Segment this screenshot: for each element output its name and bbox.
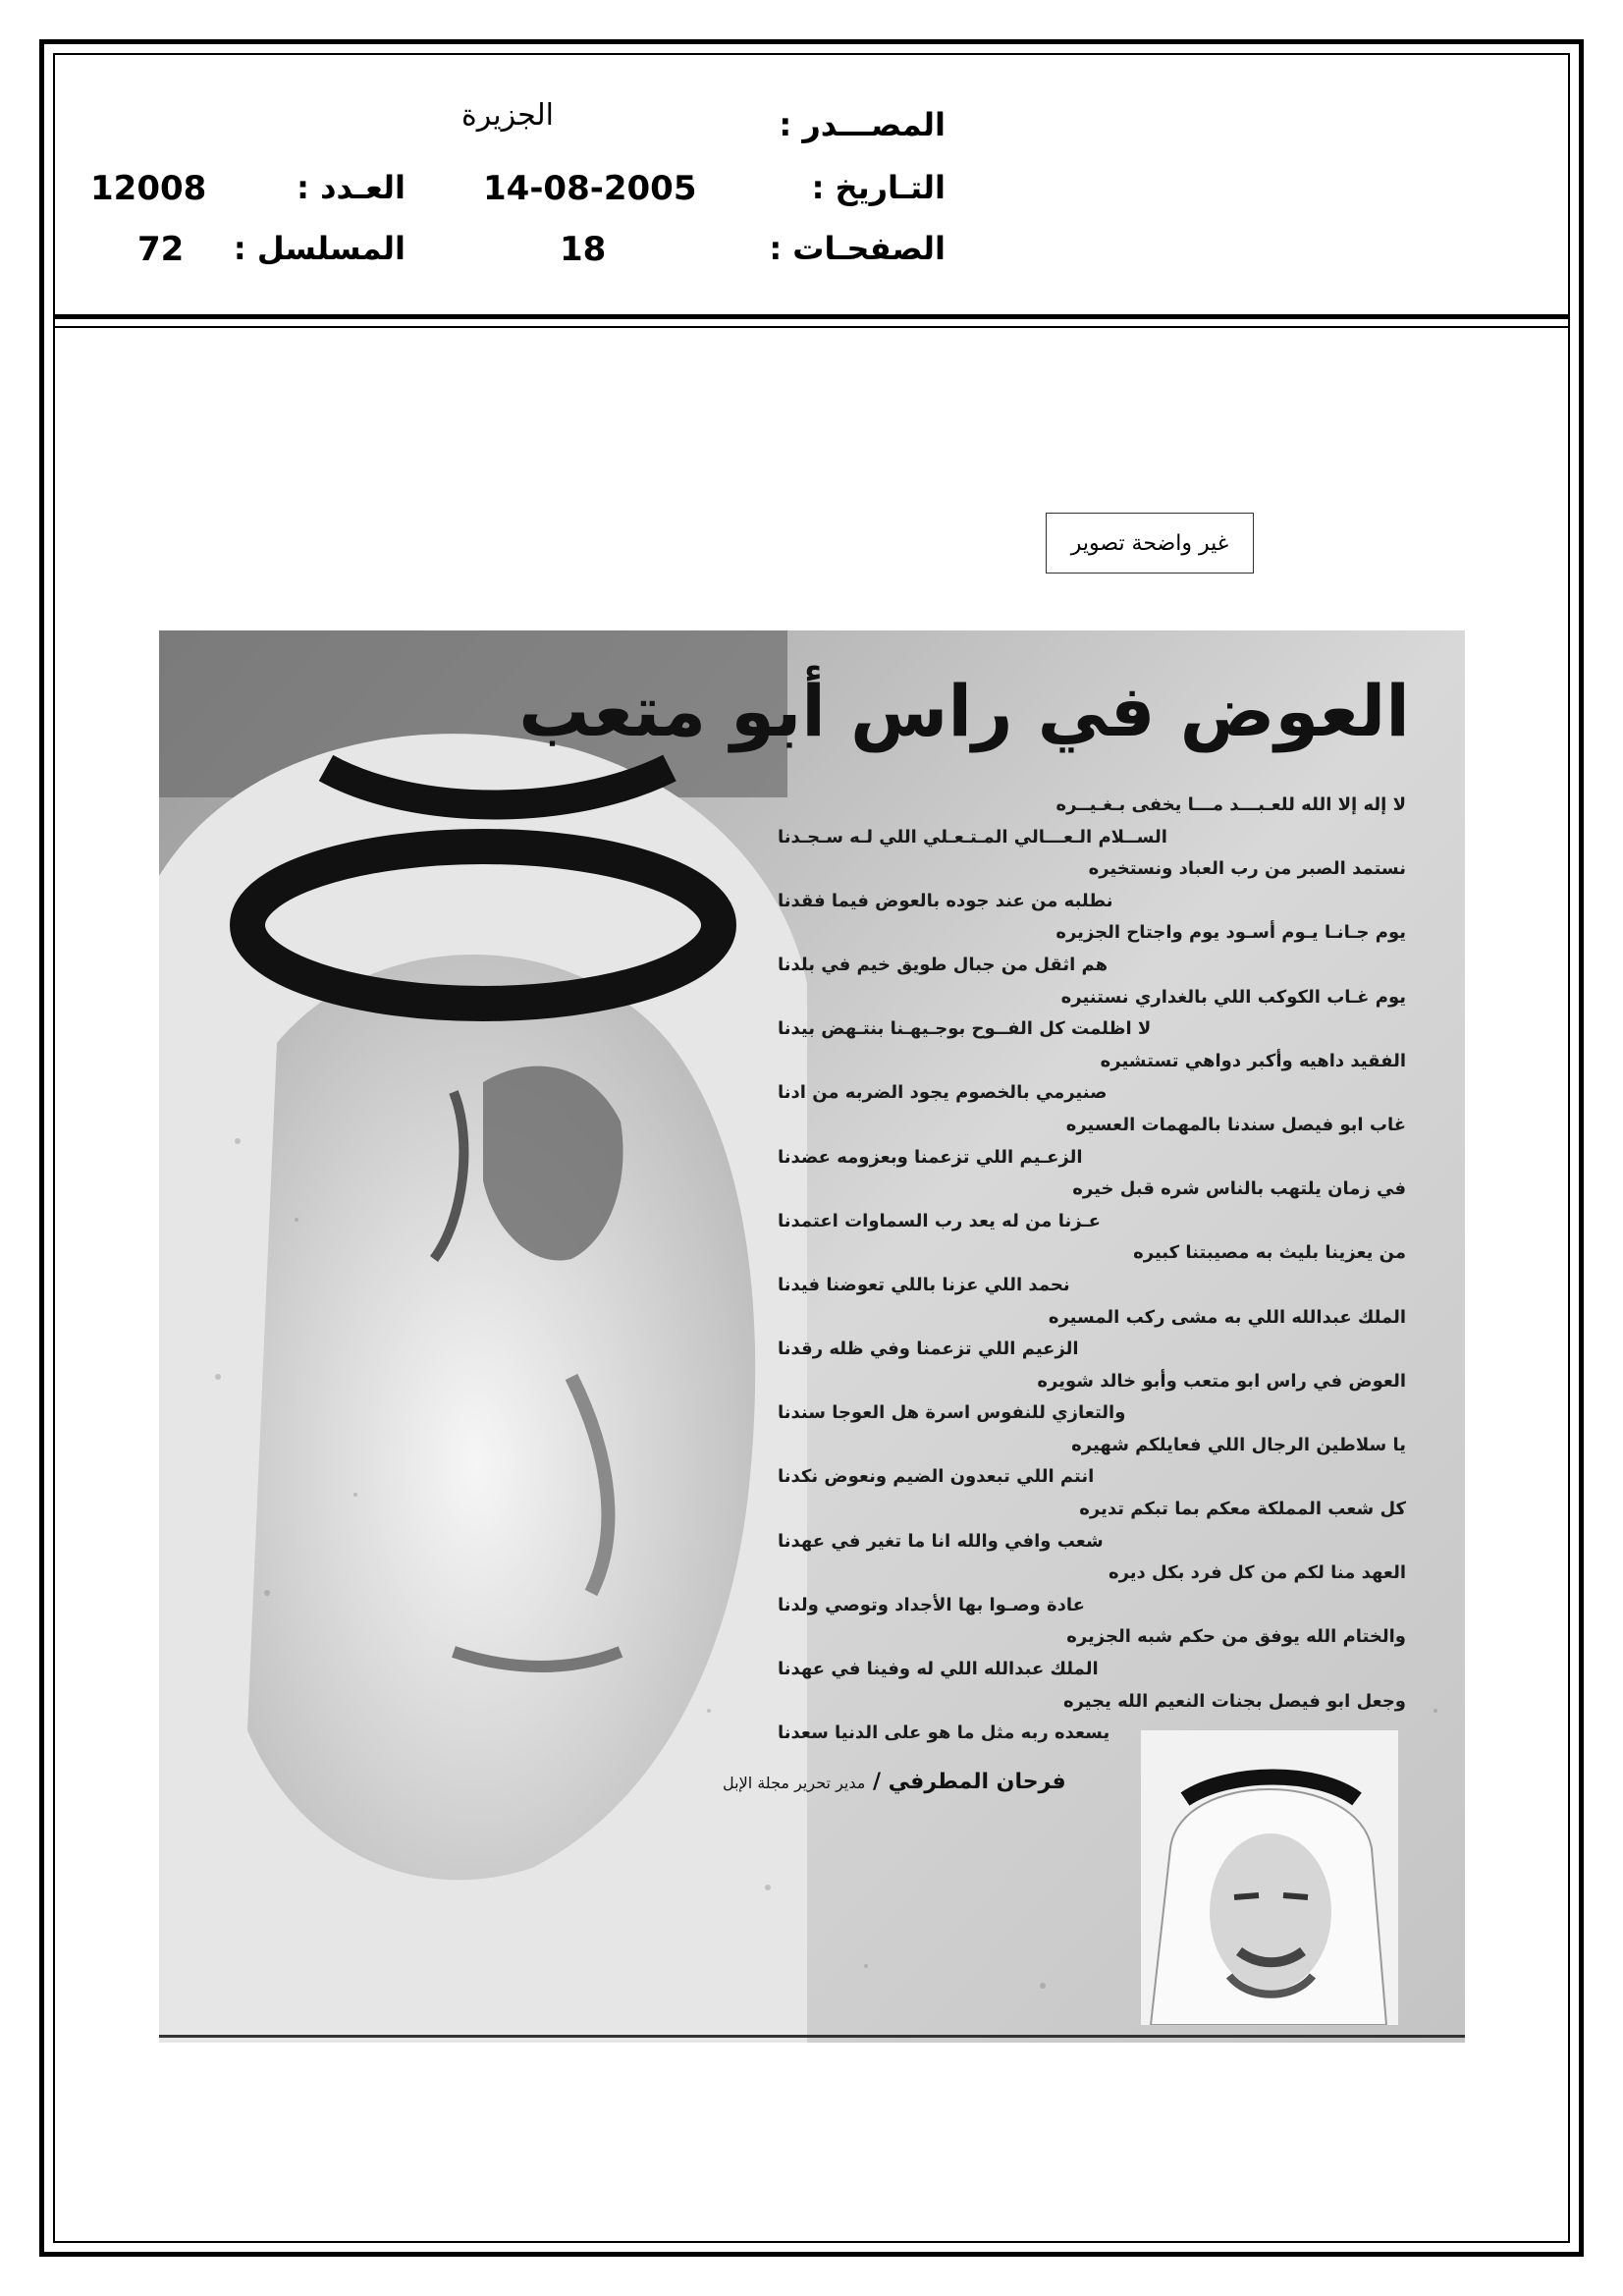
poem-line: الزعـيم اللي تزعمنا وبعزومه عضدنا: [778, 1146, 1083, 1168]
poem-line: والختام الله يوفق من حكم شبه الجزيره: [1066, 1626, 1406, 1648]
date-label: التـاريخ :: [811, 169, 946, 206]
poem-body: [778, 790, 1406, 1750]
poem-line: يسعده ربه مثل ما هو على الدنيا سعدنا: [778, 1722, 1110, 1744]
pages-value: 18: [560, 230, 607, 269]
poem-line: الملك عبدالله اللي له وفينا في عهدنا: [778, 1659, 1099, 1680]
poem-line: لا إله إلا الله للعـبـــد مـــا يخفى بـغـيــره: [1055, 794, 1406, 815]
poem-line: الســلام الـعـــالي المـتـعـلي اللي لـه سـجـدنا: [778, 826, 1167, 847]
poem-line: انتم اللي تبعدون الضيم ونعوض نكدنا: [778, 1466, 1095, 1488]
newspaper-clipping: [159, 630, 1465, 2043]
poem-line: يوم جـانـا يـوم أسـود يوم واجتاح الجزيره: [1055, 922, 1406, 944]
serial-label: المسلسل :: [233, 230, 406, 267]
poem-line: الفقيد داهيه وأكبر دواهي تستشيره: [1100, 1050, 1406, 1071]
source-value: الجزيرة: [461, 98, 555, 133]
poem-line: شعب وافي والله انا ما تغير في عهدنا: [778, 1530, 1104, 1552]
author-photo: [1141, 1730, 1398, 2025]
poem-line: يا سلاطين الرجال اللي فعايلكم شهيره: [1071, 1434, 1406, 1455]
poem-line: كل شعب المملكة معكم بما تبكم تديره: [1079, 1499, 1406, 1520]
poem-line: هم اثقل من جبال طويق خيم في بلدنا: [778, 954, 1109, 975]
poem-line: نحمد اللي عزنا باللي تعوضنا فيدنا: [778, 1274, 1070, 1295]
issue-label: العـدد :: [297, 169, 406, 206]
poem-line: يوم غـاب الكوكب اللي بالغداري نستنيره: [1060, 986, 1406, 1008]
poem-line: من يعزينا بليث به مصيبتنا كبيره: [1133, 1242, 1406, 1264]
poem-line: عادة وصـوا بها الأجداد وتوصي ولدنا: [778, 1594, 1085, 1615]
byline: [723, 1770, 1066, 1794]
source-label: المصـــدر :: [779, 106, 946, 143]
poem-line: صنيرمي بالخصوم يجود الضربه من ادنا: [778, 1082, 1108, 1104]
header-divider: [53, 314, 1570, 319]
issue-value: 12008: [90, 169, 207, 208]
poem-line: الزعيم اللي تزعمنا وفي ظله رقدنا: [778, 1339, 1079, 1360]
byline-role: مدير تحرير مجلة الإبل: [723, 1774, 866, 1792]
poem-line: العوض في راس ابو متعب وأبو خالد شويره: [1037, 1370, 1406, 1392]
poem-line: عـزنا من له يعد رب السماوات اعتمدنا: [778, 1210, 1101, 1231]
poem-line: غاب ابو فيصل سندنا بالمهمات العسيره: [1065, 1114, 1406, 1135]
article-headline: العوض في راس أبو متعب: [518, 670, 1410, 752]
poem-line: وجعل ابو فيصل بجنات النعيم الله يجيره: [1062, 1690, 1406, 1712]
date-value: 14-08-2005: [483, 169, 697, 208]
poem-line: والتعازي للنفوس اسرة هل العوجا سندنا: [778, 1402, 1126, 1424]
header-divider-thin: [53, 326, 1570, 328]
unclear-copy-note: غير واضحة تصوير: [1046, 513, 1254, 574]
byline-name: فرحان المطرفي /: [872, 1770, 1066, 1794]
poem-line: في زمان يلتهب بالناس شره قبل خيره: [1072, 1178, 1406, 1200]
poem-line: نستمد الصبر من رب العباد ونستخيره: [1088, 858, 1406, 880]
poem-line: العهد منا لكم من كل فرد بكل ديره: [1108, 1562, 1406, 1584]
pages-label: الصفحـات :: [769, 230, 946, 267]
poem-line: لا اظلمت كل الفــوح بوجـيهـنا بنتـهض بيدنا: [778, 1018, 1152, 1040]
clipping-bottom-edge: [159, 2035, 1465, 2038]
poem-line: نطلبه من عند جوده بالعوض فيما فقدنا: [778, 890, 1113, 911]
serial-value: 72: [137, 230, 185, 269]
poem-line: الملك عبدالله اللي به مشى ركب المسيره: [1048, 1306, 1406, 1328]
